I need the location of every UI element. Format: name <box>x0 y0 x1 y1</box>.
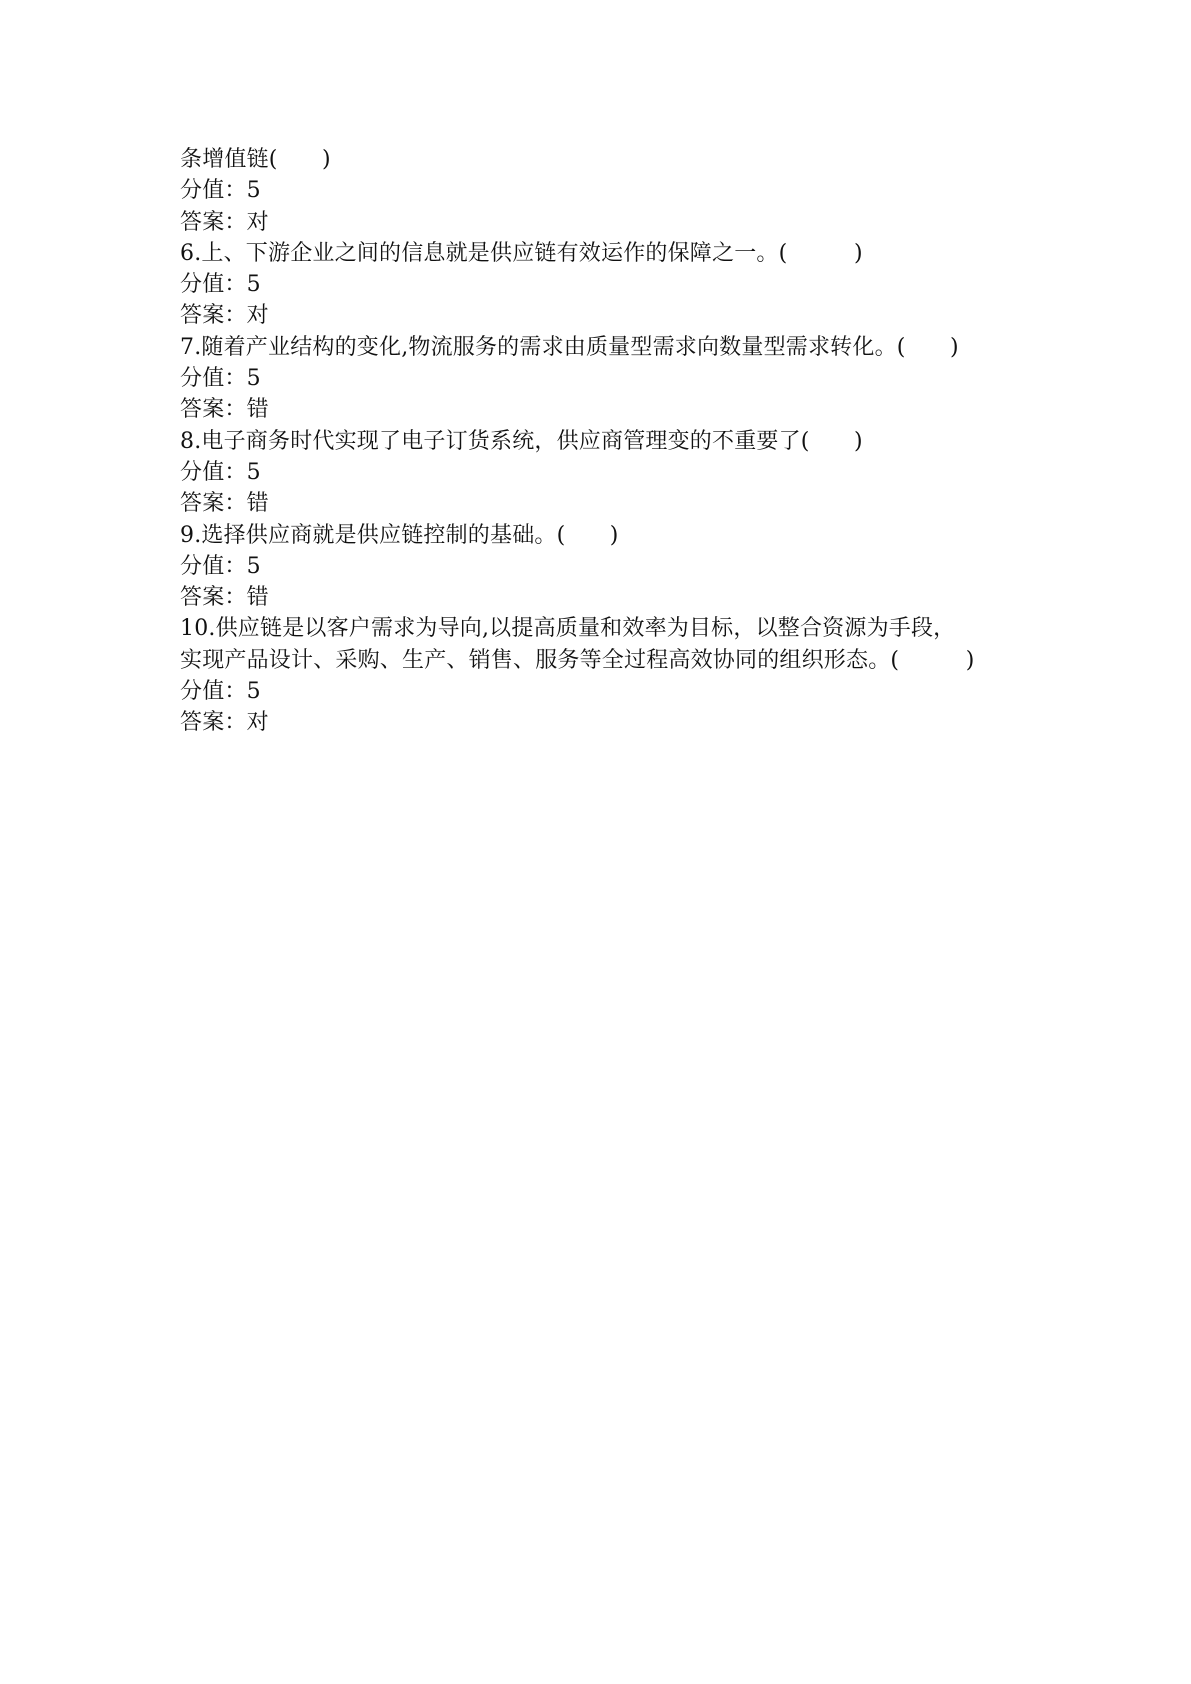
question-6-score: 分值：5 <box>180 272 261 298</box>
question-10-score: 分值：5 <box>180 679 261 705</box>
document-page <box>180 144 1020 739</box>
question-8-text: 8.电子商务时代实现了电子订货系统，供应商管理变的不重要了( ) <box>180 428 863 454</box>
question-9-score: 分值：5 <box>180 553 261 579</box>
question-9-answer: 答案：错 <box>180 585 269 611</box>
question-6-answer: 答案：对 <box>180 303 269 329</box>
question-10-text: 10.供应链是以客户需求为导向,以提高质量和效率为目标，以整合资源为手段， <box>180 616 956 642</box>
question-8-answer: 答案：错 <box>180 491 269 517</box>
question-9-text: 9.选择供应商就是供应链控制的基础。( ) <box>180 522 619 548</box>
question-8-score: 分值：5 <box>180 459 261 485</box>
question-5-answer: 答案：对 <box>180 209 269 235</box>
question-7-text: 7.随着产业结构的变化,物流服务的需求由质量型需求向数量型需求转化。( ) <box>180 334 959 360</box>
question-5-score: 分值：5 <box>180 178 261 204</box>
question-10-continuation: 实现产品设计、采购、生产、销售、服务等全过程高效协同的组织形态。( ) <box>180 647 975 673</box>
question-5-continuation: 条增值链( ) <box>180 147 331 172</box>
question-7-answer: 答案：错 <box>180 397 269 423</box>
question-10-answer: 答案：对 <box>180 710 269 736</box>
question-7-score: 分值：5 <box>180 366 261 392</box>
question-6-text: 6.上、下游企业之间的信息就是供应链有效运作的保障之一。( ) <box>180 240 863 266</box>
